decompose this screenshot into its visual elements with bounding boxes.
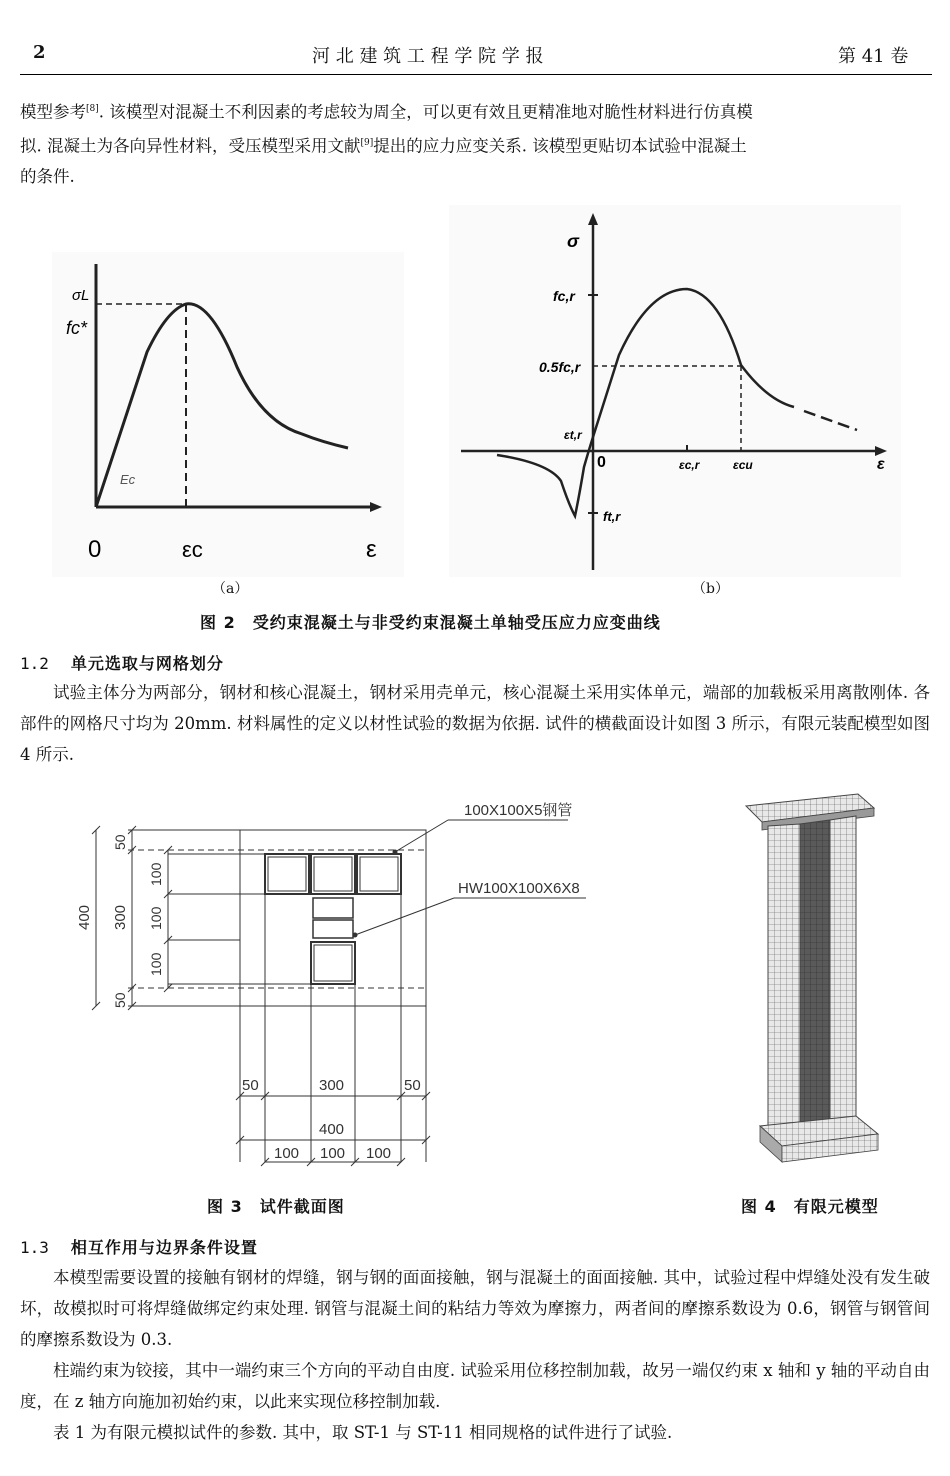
fig2b-y-label: σ — [567, 231, 579, 251]
section-1-3-paragraph-2: 柱端约束为铰接，其中一端约束三个方向的平动自由度. 试验采用位移控制加载，故另一端仅约束 x 轴和 y 轴的平动自由度，在 z 轴方向施加初始约束，以此来实现位移控制加载. — [20, 1361, 930, 1411]
section-1-3-paragraph-3: 表 1 为有限元模拟试件的参数. 其中，取 ST-1 与 ST-11 相同规格的试件进行了试验. — [53, 1423, 673, 1442]
fig2a-origin-label: 0 — [88, 536, 102, 563]
fig2b-ecr-label: εc,r — [679, 458, 700, 472]
fig2b-fcr-label: fc,r — [553, 288, 575, 304]
intro-line2b: 提出的应力应变关系. 该模型更贴切本试验中混凝土 — [373, 136, 747, 155]
fig3-dim-100-r3: 100 — [148, 952, 164, 976]
fig3-dim-300-left: 300 — [112, 904, 129, 930]
fig2b-half-label: 0.5fc,r — [539, 359, 581, 375]
fig3-dim-100-r2: 100 — [148, 906, 164, 930]
intro-line1a: 模型参考 — [20, 102, 86, 122]
intro-paragraph — [20, 94, 930, 192]
fig3-tube-label: 100X100X5钢管 — [464, 802, 573, 819]
figure4-caption: 图 4 有限元模型 — [741, 1197, 879, 1216]
section-1-3-paragraph-1: 本模型需要设置的接触有钢材的焊缝，钢与钢的面面接触，钢与混凝土的面面接触. 其中，试验过程中焊缝处没有发生破坏，故模拟时可将焊缝做绑定约束处理. 钢管与混凝土间的粘结力等效为摩擦力，两者间的摩擦系数设为 0.6，钢管与钢管间的摩擦系数设为 0.3. — [20, 1268, 930, 1349]
fig3-dim-400-total: 400 — [319, 1121, 345, 1138]
fig2a-y-label: σL — [72, 287, 90, 304]
fig3-dim-300-b: 300 — [319, 1077, 345, 1094]
intro-line3: 的条件. — [20, 167, 75, 186]
figure2a-diagram — [52, 252, 404, 577]
fig3-dim-50-a: 50 — [242, 1077, 259, 1094]
fig2-sub-b: （b） — [692, 581, 729, 597]
fig2a-ec-label: Ec — [120, 472, 136, 487]
figure3-caption: 图 3 试件截面图 — [207, 1197, 345, 1216]
fig3-dim-50-top: 50 — [112, 834, 128, 850]
section-1-2-title: 单元选取与网格划分 — [70, 654, 224, 673]
fig2b-eps-label: ε — [877, 456, 885, 473]
intro-line1b: . 该模型对混凝土不利因素的考虑较为周全，可以更有效且更精准地对脆性材料进行仿真模 — [98, 102, 753, 122]
figure2-caption: 图 2 受约束混凝土与非受约束混凝土单轴受压应力应变曲线 — [200, 613, 661, 632]
fig2b-origin-label: 0 — [597, 454, 606, 471]
fig3-dim-100-r1: 100 — [148, 862, 164, 886]
fig3-hw-label: HW100X100X6X8 — [458, 880, 580, 897]
section-1-3-number: 1.3 — [20, 1238, 49, 1257]
header-rule — [20, 74, 932, 75]
fig2-sub-a: （a） — [212, 581, 249, 597]
fig3-dim-100-d2: 100 — [320, 1145, 346, 1162]
figure2b-diagram — [449, 205, 901, 577]
section-1-2-heading — [20, 651, 224, 674]
volume-label: 第 41 卷 — [838, 46, 909, 67]
fig3-dim-400-left: 400 — [76, 904, 93, 930]
page-number: 2 — [33, 42, 46, 63]
fig2b-ftr-label: ft,r — [603, 509, 621, 524]
fig3-dim-100-d3: 100 — [366, 1145, 392, 1162]
journal-title: 河 北 建 筑 工 程 学 院 学 报 — [312, 46, 544, 67]
fig3-dim-50-bot: 50 — [112, 992, 128, 1008]
ref-9: [9] — [360, 137, 374, 148]
section-1-3-heading — [20, 1235, 258, 1258]
fig2b-ecu-label: εcu — [733, 458, 753, 472]
section-1-3-title: 相互作用与边界条件设置 — [70, 1238, 258, 1257]
fig2b-etr-label: εt,r — [564, 428, 582, 442]
figure4-fe-model — [738, 786, 884, 1178]
section-1-2-number: 1.2 — [20, 654, 49, 673]
fig2a-epsc-label: εc — [182, 537, 203, 562]
intro-line2a: 拟. 混凝土为各向异性材料，受压模型采用文献 — [20, 136, 361, 155]
fig3-dim-100-d1: 100 — [274, 1145, 300, 1162]
ref-8: [8] — [86, 104, 99, 114]
fig2a-eps-label: ε — [366, 536, 377, 563]
fig3-dim-50-c: 50 — [404, 1077, 421, 1094]
figure3-section-drawing — [68, 790, 590, 1180]
fig2a-fc-label: fc* — [66, 318, 88, 338]
section-1-2-paragraph: 试验主体分为两部分，钢材和核心混凝土，钢材采用壳单元，核心混凝土采用实体单元，端部的加载板采用离散刚体. 各部件的网格尺寸均为 20mm. 材料属性的定义以材性试验的数据为依据. 试件的横截面设计如图 3 所示，有限元装配模型如图 4 所示. — [20, 683, 930, 764]
